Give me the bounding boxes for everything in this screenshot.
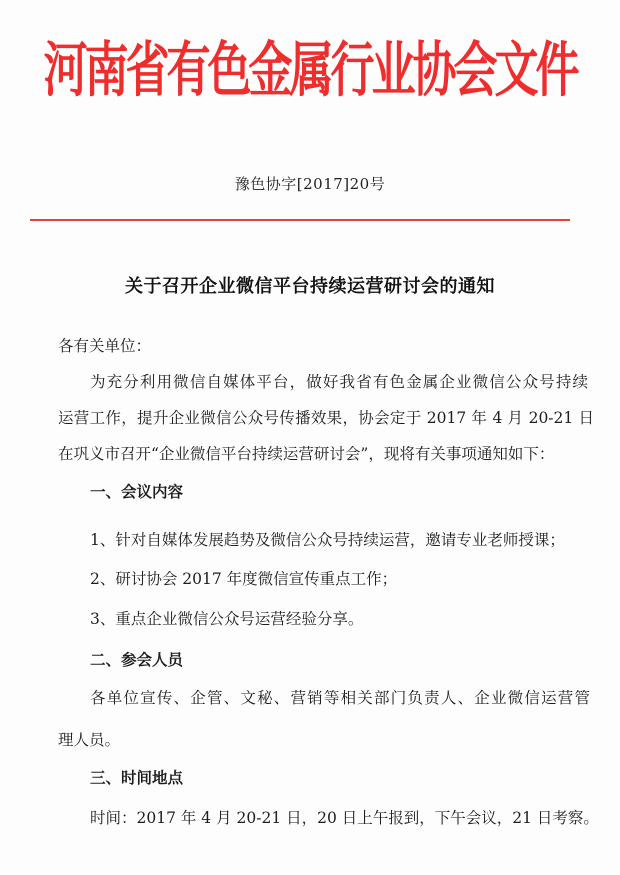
time-line: 时间：2017 年 4 月 20-21 日，20 日上午报到，下午会议，21 日考察。 <box>90 809 599 827</box>
list-item: 2、研讨协会 2017 年度微信宣传重点工作； <box>90 570 398 588</box>
salutation: 各有关单位： <box>58 337 152 355</box>
intro-line-2: 运营工作，提升企业微信公众号传播效果，协会定于 2017 年 4 月 20-21 日 <box>58 409 594 427</box>
notice-title: 关于召开企业微信平台持续运营研讨会的通知 <box>125 276 495 297</box>
organization-title: 河南省有色金属行业协会文件 <box>43 36 577 106</box>
intro-line-1: 为充分利用微信自媒体平台，做好我省有色金属企业微信公众号持续 <box>90 373 588 391</box>
section-heading-time-place: 三、时间地点 <box>90 769 184 787</box>
list-item: 3、重点企业微信公众号运营经验分享。 <box>90 610 364 628</box>
list-item: 1、针对自媒体发展趋势及微信公众号持续运营，邀请专业老师授课； <box>90 531 565 549</box>
intro-line-3: 在巩义市召开“企业微信平台持续运营研讨会”，现将有关事项通知如下： <box>58 445 555 463</box>
participants-line-2: 理人员。 <box>58 731 121 749</box>
red-divider-rule <box>30 219 570 221</box>
document-number: 豫色协字[2017]20号 <box>234 175 386 193</box>
section-heading-meeting-content: 一、会议内容 <box>90 483 184 501</box>
section-heading-participants: 二、参会人员 <box>90 651 184 669</box>
participants-line-1: 各单位宣传、企管、文秘、营销等相关部门负责人、企业微信运营管 <box>90 689 590 707</box>
